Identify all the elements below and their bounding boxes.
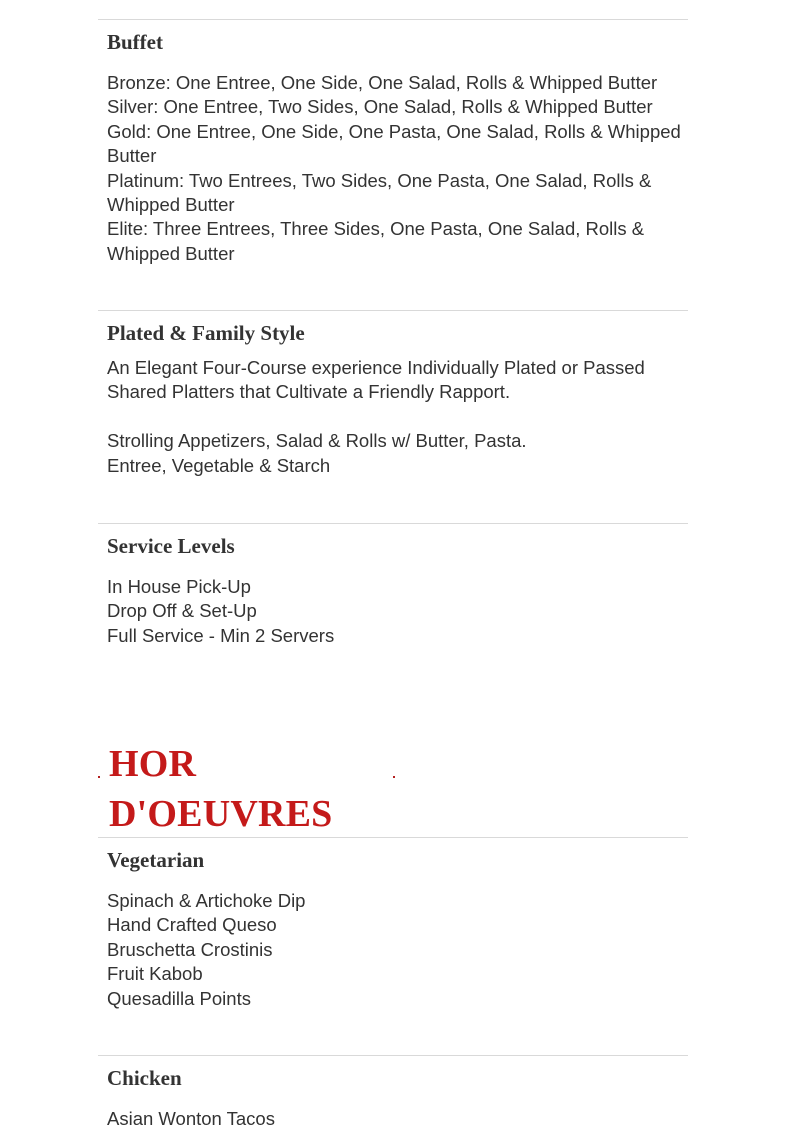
- service-list: [107, 575, 679, 648]
- buffet-list: [107, 71, 679, 266]
- buffet-line-gold-cont: Butter: [107, 145, 157, 167]
- heading-right-dot: [393, 776, 395, 778]
- service-section: [98, 523, 688, 662]
- chicken-list: [107, 1107, 679, 1131]
- service-line-pickup: In House Pick-Up: [107, 576, 251, 597]
- hors-doeuvres-heading-block: [98, 739, 398, 843]
- buffet-line-elite: Elite: Three Entrees, Three Sides, One Pasta, One Salad, Rolls &: [107, 218, 645, 240]
- plated-section: [98, 310, 688, 513]
- vegetarian-title: Vegetarian: [107, 848, 205, 872]
- plated-description: [107, 356, 679, 478]
- vegetarian-list: [107, 889, 679, 1011]
- vegetarian-item: Fruit Kabob: [107, 963, 203, 985]
- service-line-full: Full Service - Min 2 Servers: [107, 624, 335, 646]
- buffet-line-bronze: Bronze: One Entree, One Side, One Salad, Rolls & Whipped Butter: [107, 72, 658, 93]
- vegetarian-section: [98, 837, 688, 1044]
- chicken-section: [98, 1055, 688, 1130]
- buffet-line-platinum: Platinum: Two Entrees, Two Sides, One Pasta, One Salad, Rolls &: [107, 169, 652, 191]
- service-line-dropoff: Drop Off & Set-Up: [107, 600, 257, 622]
- vegetarian-item: Hand Crafted Queso: [107, 914, 277, 936]
- buffet-line-silver: Silver: One Entree, Two Sides, One Salad, Rolls & Whipped Butter: [107, 96, 653, 118]
- buffet-line-elite-cont: Whipped Butter: [107, 242, 235, 264]
- plated-line-1: An Elegant Four-Course experience Individually Plated or Passed: [107, 357, 645, 378]
- plated-line-2: Shared Platters that Cultivate a Friendly Rapport.: [107, 381, 511, 403]
- plated-spacer: [107, 405, 679, 429]
- plated-title: Plated & Family Style: [107, 321, 305, 345]
- service-title: Service Levels: [107, 534, 235, 558]
- chicken-title: Chicken: [107, 1066, 182, 1090]
- chicken-item: Asian Wonton Tacos: [107, 1108, 275, 1129]
- buffet-title: Buffet: [107, 30, 163, 54]
- vegetarian-item: Quesadilla Points: [107, 987, 251, 1009]
- buffet-line-gold: Gold: One Entree, One Side, One Pasta, One Salad, Rolls & Whipped: [107, 120, 681, 142]
- hors-doeuvres-heading: HOR D'OEUVRES: [109, 743, 333, 835]
- buffet-section: [98, 19, 688, 300]
- heading-left-dot: [98, 776, 100, 778]
- buffet-line-platinum-cont: Whipped Butter: [107, 194, 235, 216]
- vegetarian-item: Bruschetta Crostinis: [107, 938, 273, 960]
- vegetarian-item: Spinach & Artichoke Dip: [107, 890, 306, 911]
- plated-line-4: Entree, Vegetable & Starch: [107, 454, 331, 476]
- plated-line-3: Strolling Appetizers, Salad & Rolls w/ Butter, Pasta.: [107, 430, 527, 452]
